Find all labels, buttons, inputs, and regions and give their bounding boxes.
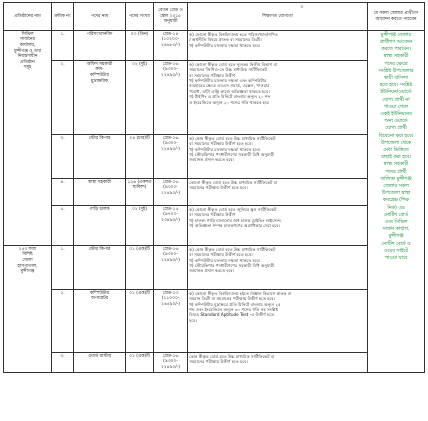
eligibility-line: নোটিশ বোর্ড: [383, 212, 409, 218]
eligibility-line: বিবেচনা করা হবে।: [378, 133, 414, 139]
eligibility-line: মুন্সীগঞ্জ জেলার: [380, 32, 412, 38]
post-line: মুদ্রাক্ষরিক: [91, 78, 108, 84]
serial-cell: ৩.: [52, 353, 74, 373]
qualification-line: বা সমমানের পরীক্ষায় উত্তীর্ণ হতে হবে।: [189, 252, 253, 258]
count-cell: ১২৬ (একশত ছাব্বিশ): [126, 179, 154, 206]
eligibility-line: সার্জন কার্যাল,: [382, 227, 410, 233]
dept-name-line: বিশিষ্ট: [22, 252, 33, 258]
table-row: [4, 31, 425, 61]
count-cell: ০১ (এক)টি: [126, 290, 154, 353]
eligibility-line: বাছাই করা হবে।: [380, 155, 412, 161]
table-row: [4, 246, 425, 290]
qualification-line: খ) কম্পিউটার চালনায় দক্ষতা এবং কম্পিউটার: [189, 78, 267, 83]
serial-cell: ২.: [52, 290, 74, 353]
qualification-cell: [188, 135, 368, 179]
eligibility-line: প্রার্থীগণ আবেদন: [379, 39, 413, 45]
dept-name-line: সমূহ: [23, 65, 32, 71]
grade-line: ২৪৬৮০/-): [160, 42, 181, 48]
grade-line: ২২৪৯০/-): [160, 190, 181, 196]
qualification-line: বা সমমানের পরীক্ষায় উত্তীর্ণ: [189, 212, 236, 218]
grade-line: (৯৩০০-: [163, 141, 178, 147]
serial-cell: ১.: [52, 246, 74, 290]
grade-line: গ্রেড-১৬: [162, 135, 179, 141]
serial-cell: ২.: [52, 61, 74, 135]
dept-name-line: মুন্সীগঞ্জ: [20, 269, 35, 275]
eligibility-line: একই ইউনিয়নের: [380, 112, 412, 118]
qualification-line: খ) কম্পিউটার চালনায় দক্ষতা থাকতে হবে।: [189, 146, 261, 152]
dept-name-line: প্রতিষ্ঠান: [20, 59, 35, 65]
grade-cell: [154, 246, 188, 290]
post-cell: [74, 61, 126, 135]
eligibility-line: স্বাস্থ্য সহকারী: [383, 162, 409, 168]
grade-cell: [154, 179, 188, 206]
dept-name-line: ২৫০ শয্যা: [18, 246, 37, 252]
qualification-line: গ) স্টোরকিপার পদধারীগণের সরকারী বিধি অনুযায়ী: [189, 263, 275, 268]
post-cell: পরিসংখ্যানবিদ: [74, 31, 126, 61]
page-number: ৩: [300, 4, 304, 10]
serial-cell: ৩.: [52, 135, 74, 179]
post-line: কম্পিউটার: [90, 72, 109, 78]
table-row: [4, 206, 425, 246]
qualification-line: কোনো স্বীকৃত বোর্ড হতে উচ্চ মাধ্যমিক সার্টিফিকেট বা: [189, 179, 278, 185]
post-cell: [74, 290, 126, 353]
eligibility-line: জেলার সকল: [383, 184, 409, 190]
dept-name-line: নিয়ন্ত্রণাধীন: [17, 54, 38, 60]
count-cell: ০৪ (চার)টি: [126, 135, 154, 179]
grade-line: (৯৩০০-: [163, 67, 178, 73]
post-line: কম্পিউটার: [90, 290, 109, 296]
qualification-line: খ) কম্পিউটার মুদ্রাক্ষরে প্রতি মিনিটে বাংলায় অন্যূন ২৫: [189, 301, 281, 307]
qualification-line: জামানত প্রদান করতে হবে।: [189, 268, 235, 274]
eligibility-line: মেধা ভিত্তিতে: [383, 148, 409, 154]
grade-line: (৯৩০০-: [163, 359, 178, 365]
serial-cell: ৪.: [52, 179, 74, 206]
qualification-line: হবে।: [189, 317, 197, 323]
header-count: পদের সংখ্যা: [126, 3, 154, 31]
header-grade: বেতন গ্রেড ও স্কেল ২০১৫ অনুযায়ী: [154, 3, 188, 31]
eligibility-line: এবং সিভিল: [384, 220, 408, 226]
qualification-line: বা সমমানের পরীক্ষায় উত্তীর্ণ হতে হবে।: [189, 141, 253, 147]
serial-cell: ৫.: [52, 206, 74, 246]
eligibility-line: সংশ্লিষ্ট উপজেলার: [378, 68, 414, 74]
grade-line: গ্রেড-১৫: [162, 206, 179, 212]
grade-cell: [154, 61, 188, 135]
qualification-cell: [188, 31, 368, 61]
header-qualification: শিক্ষাগত যোগ্যতা: [188, 3, 368, 31]
dept-name-line: হাসপাতাল,: [17, 263, 38, 269]
dept-cell: [4, 246, 52, 373]
serial-cell: ১.: [52, 31, 74, 61]
grade-line: ২৬৫৯০/-): [160, 301, 181, 307]
qualification-line: ক) কোন স্বীকৃত বোর্ড হতে উচ্চ মাধ্যমিক সার্টিফিকেট: [189, 135, 276, 141]
count-cell: ০২ (দুই): [126, 61, 154, 135]
dept-name-line: কার্যালয়,: [19, 42, 36, 48]
qualification-line: সমমানের জিপিএ-তে উচ্চ মাধ্যমিক সার্টিফিকেট: [189, 67, 267, 73]
post-cell: স্টোর কিপার: [74, 246, 126, 290]
qualification-cell: [188, 290, 368, 353]
qualification-line: পয়েন্ট, ডাটা এন্ট্রি কাজে অভিজ্ঞতা থাকতে হবে।: [189, 88, 270, 94]
grade-line: গ্রেড-১৬: [162, 179, 179, 185]
eligibility-line: স্বাস্থ্য সহকারী: [383, 54, 409, 60]
table-row: [4, 353, 425, 373]
eligibility-cell: [368, 31, 425, 373]
qualification-line: গ) স্টোরকিপার পদধারীগণের সরকারী বিধি অনুযায়ী: [189, 152, 275, 157]
qualification-line: বা সমমানের পরীক্ষায় উত্তীর্ণ: [189, 72, 236, 78]
eligibility-line: অন্য ওয়ার্ডে: [384, 119, 408, 125]
eligibility-line: কমপ্লেক্স (শিক্ষ: [382, 198, 410, 204]
header-dept: প্রতিষ্ঠানের নাম: [4, 3, 52, 31]
qualification-line: শব্দ এবং ইংরেজিতে অন্যূন ৩০ শব্দের গতি সহ সংশ্লিষ্ট: [189, 307, 279, 312]
grade-line: (৯৩০০-: [163, 252, 178, 258]
eligibility-line: পদের প্রার্থী: [385, 169, 407, 175]
grade-cell: [154, 206, 188, 246]
eligibility-line: হতে হবে। সংশ্লিষ্ট: [379, 83, 413, 89]
eligibility-line: পাওয়া যাবে: [384, 256, 408, 262]
grade-line: ২৩৪৯০/-): [160, 217, 181, 223]
eligibility-line: ওয়েব সাইটে: [383, 248, 409, 254]
grade-cell: [154, 290, 188, 353]
table-row: [4, 135, 425, 179]
table-row: [4, 290, 425, 353]
post-line: অপারেটর: [90, 296, 109, 302]
qualification-line: খ) হালকা গাড়ি চালানোর বৈধ চালক ড্রাইভিং লাইসেন্স।: [189, 217, 282, 223]
grade-line: (১০২০০-: [161, 37, 180, 43]
grade-line: গ্রেড-১৬: [162, 246, 179, 252]
grade-line: ২২৪৯০/-): [160, 72, 181, 78]
dept-name-line: সিভিল: [21, 31, 34, 37]
post-line: কাম-: [95, 67, 104, 73]
eligibility-line: নিক) এর: [387, 205, 405, 211]
qualification-line: / অর্থনীতি বিষয়ে স্নাতক বা সমমানের ডিগ্রী।: [189, 37, 262, 43]
count-cell: ০৩ (তিন): [126, 31, 154, 61]
qualification-cell: [188, 246, 368, 290]
grade-line: (৯৩০০-: [163, 185, 178, 191]
eligibility-line: নোটিশ বোর্ড ও: [381, 241, 411, 247]
eligibility-line: পদের ক্ষেত্রে: [384, 61, 408, 67]
qualification-cell: [188, 61, 368, 135]
qualification-cell: [188, 353, 368, 373]
grade-cell: [154, 31, 188, 61]
dept-name-line: জেলা: [22, 257, 33, 263]
dept-name-line: সার্জনের: [20, 37, 35, 43]
qualification-line: সমমানের পরীক্ষায় উত্তীর্ণ হতে হবে।: [189, 185, 248, 191]
qualification-line: ব্যবহারের ক্ষেত্রে এমএস ওয়ার্ড, এক্সেল, পাওয়ার: [189, 83, 270, 89]
qualification-line: খ) কম্পিউটার চালনায় দক্ষতা থাকতে হবে।: [189, 42, 261, 48]
qualification-line: সমমান ডিগ্রী বা সমমানের পরীক্ষায় উত্তীর্ণ হতে হবে।: [189, 296, 276, 302]
grade-line: গ্রেড-১৪: [162, 31, 179, 37]
qualification-line: ক) কোন স্বীকৃত বোর্ড হতে উচ্চ মাধ্যমিক সার্টিফিকেট: [189, 246, 276, 252]
qualification-cell: [188, 206, 368, 246]
dept-name-line: মুন্সীগঞ্জ ও তার: [14, 48, 41, 54]
post-cell: স্বাস্থ্য সহকারী: [74, 179, 126, 206]
grade-cell: [154, 353, 188, 373]
post-cell: ওয়ার্ড মাস্টার: [74, 353, 126, 373]
eligibility-line: ইউনিয়ন/ওয়ার্ডে: [380, 90, 412, 96]
dept-cell: [4, 31, 52, 246]
header-post: পদের নাম: [74, 3, 126, 31]
eligibility-line: যোগ্য প্রার্থী: [385, 126, 407, 132]
qualification-line: কোন স্বীকৃত বোর্ড হতে উচ্চ মাধ্যমিক সার্টিফিকেট বা: [189, 353, 275, 359]
eligibility-line: তালিকা মুন্সীগঞ্জ: [380, 176, 412, 182]
qualification-line: সমমানের পরীক্ষায় উত্তীর্ণ হতে হবে।: [189, 359, 248, 365]
qualification-line: ক) কোনো স্বীকৃত বিশ্ববিদ্যালয় হতে পরিসংখ্যান/গণিত: [189, 31, 278, 37]
eligibility-line: উপজেলা স্বাস্থ্য: [381, 191, 411, 197]
qualification-line: গ) অভিজ্ঞতা সম্পন্ন চালকগণের অগ্রাধিকার দেয়া হবে।: [189, 223, 280, 228]
grade-line: গ্রেড-১৬: [162, 353, 179, 359]
grade-cell: [154, 135, 188, 179]
post-cell: স্টোর কিপার: [74, 135, 126, 179]
header-eligibility: যে সকল জেলার প্রার্থীগণ আবেদন করতে পারবেন: [368, 3, 425, 31]
table-row: [4, 179, 425, 206]
vacancy-table: [3, 2, 425, 373]
qualification-line: ক) কোনো স্বীকৃত বোর্ড হতে জুনিয়র স্কুল সার্টিফিকেট: [189, 206, 277, 212]
qualification-line: ক) কোনো স্বীকৃত বোর্ড হতে ন্যূনতম দ্বিতীয় বিভাগ বা: [189, 61, 278, 67]
grade-line: ২২৪৯০/-): [160, 364, 181, 370]
qualification-line: জামানত প্রদান করতে হবে।: [189, 157, 235, 163]
eligibility-line: যোগ্য প্রার্থী না: [382, 97, 410, 103]
qualification-line: খ) কম্পিউটার চালনায় দক্ষতা থাকতে হবে।: [189, 257, 261, 263]
eligibility-line: স্থায়ী বাসিন্দা: [383, 76, 409, 81]
eligibility-line: উপজেলা থেকে: [380, 140, 412, 146]
grade-line: (৯৭০০-: [163, 212, 178, 218]
table-header-row: [4, 3, 425, 31]
eligibility-line: পাওয়া গেলে: [383, 104, 409, 110]
post-cell: গাড়ি চালক: [74, 206, 126, 246]
eligibility-line: করতে পারবেন।: [381, 47, 411, 53]
grade-line: গ্রেড-১৬: [162, 61, 179, 67]
qualification-cell: [188, 179, 368, 206]
count-cell: ০১ (এক)টি: [126, 353, 154, 373]
qualification-line: গ) টাইপিং এ প্রতি মিনিটে বাংলায় অন্যূন ২০ শব্দ: [189, 94, 271, 100]
post-line: অফিস সহকারী: [86, 61, 113, 67]
grade-line: গ্রেড-১৩: [162, 290, 179, 296]
grade-line: ২২৪৯০/-): [160, 257, 181, 263]
header-serial: ক্রমিক নং: [52, 3, 74, 31]
qualification-line: বিষয়ে Standard Aptitude Test -এ উত্তীর্ণ হতে: [189, 312, 275, 318]
count-cell: ০১ (এক)টি: [126, 246, 154, 290]
qualification-line: ও ইংরেজিতে অন্যূন ২০ শব্দের গতি থাকতে হবে: [189, 99, 269, 105]
count-cell: ০২ (দুই): [126, 206, 154, 246]
table-row: [4, 61, 425, 135]
eligibility-line: মুন্সীগঞ্জ: [388, 234, 404, 240]
qualification-line: ক) কোনো স্বীকৃত বিশ্ববিদ্যালয় হইতে বিজ্ঞান বিভাগে স্নাতক বা: [189, 290, 292, 296]
grade-line: ২২৪৯০/-): [160, 146, 181, 152]
grade-line: (১১০০০-: [161, 296, 180, 302]
